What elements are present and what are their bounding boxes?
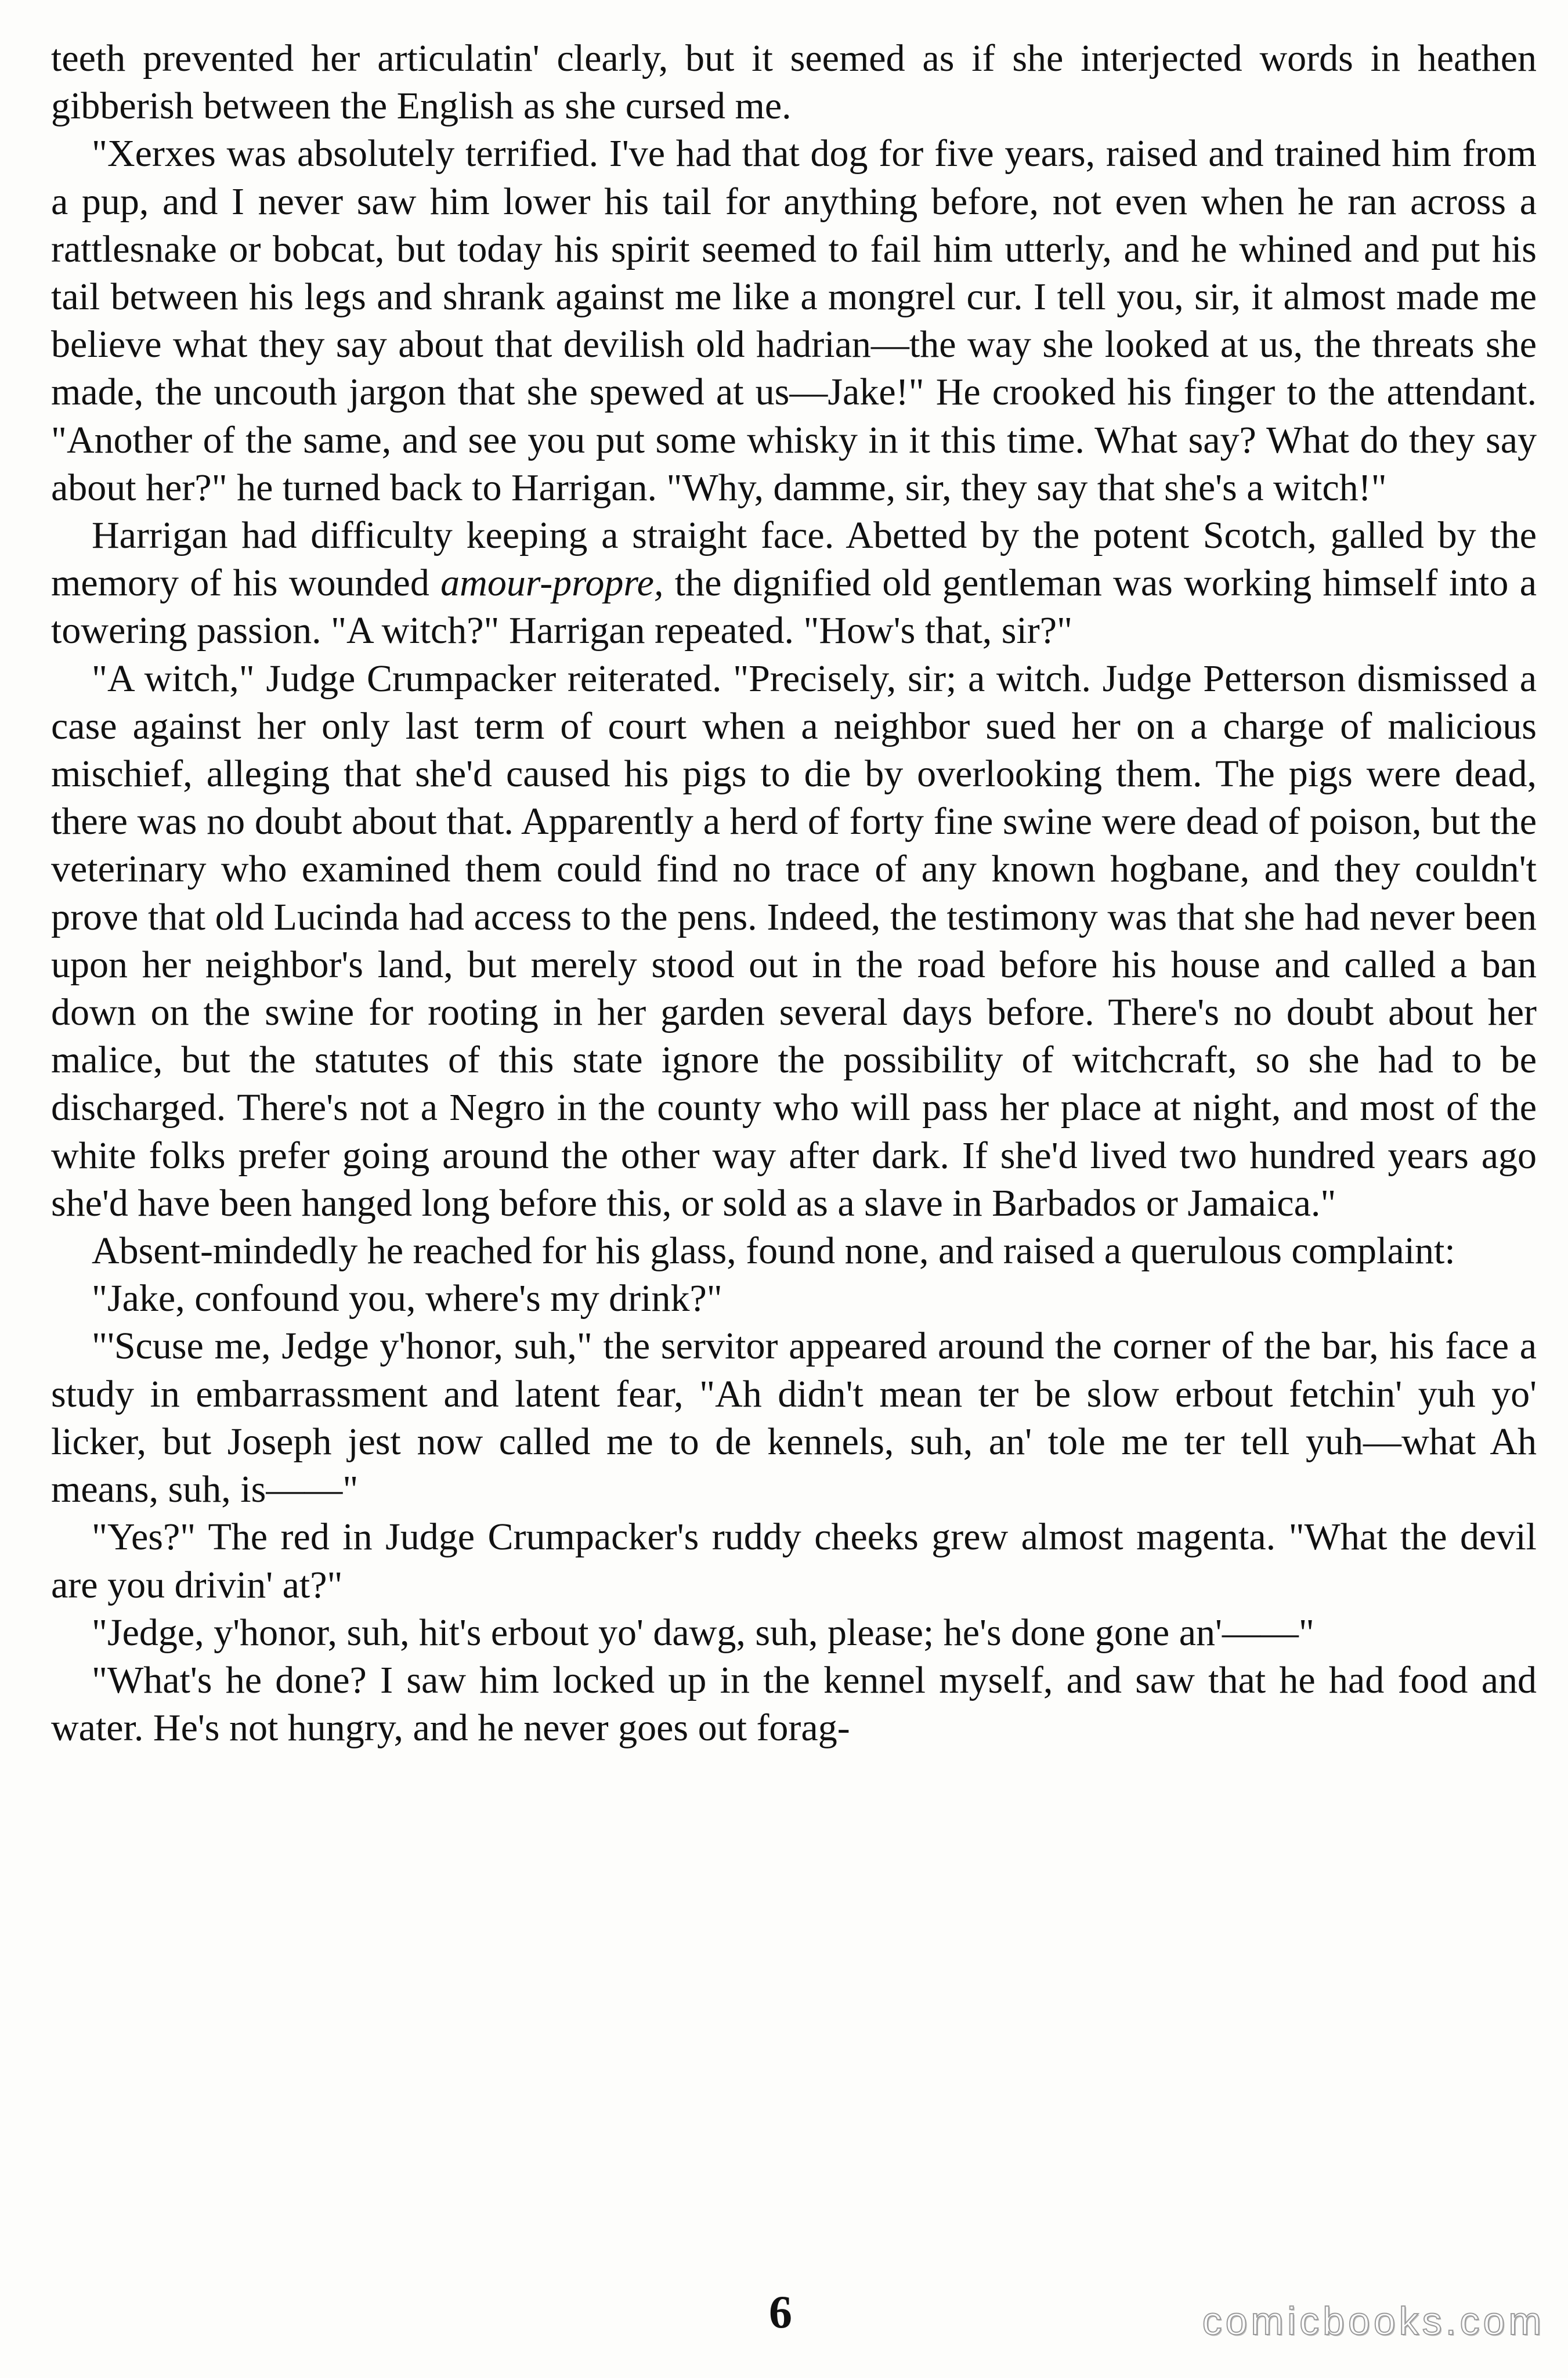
paragraph-6: "Jake, confound you, where's my drink?" [92,1277,722,1320]
paragraph-3 [51,512,1537,655]
paragraph-3-before: Harrigan had difficulty keeping a straight face. Abetted by the potent Scotch, galled by the memory of his wounded [51,514,1537,605]
paragraph-9: "Jedge, y'honor, suh, hit's erbout yo' dawg, suh, please; he's done gone an'——" [92,1611,1314,1654]
page-number: 6 [769,2287,792,2338]
body-text [51,35,1537,1752]
paragraph-2: "Xerxes was absolutely terrified. I've had that dog for five years, raised and trained him from a pup, and I never saw him lower his tail for anything before, not even when he ran across a rattlesnake or bobcat, but today his spirit seemed to fail him utterly, and he whined and put his tail between his legs and shrank against me like a mongrel cur. I tell you, sir, it almost made me believe what they say about that devilish old hadrian—the way she looked at us, the threats she made, the uncouth jargon that she spewed at us—Jake!" He crooked his finger to the attendant. "Another of the same, and see you put some whisky in it this time. What say? What do they say about her?" he turned back to Harrigan. "Why, damme, sir, they say that she's a witch!" [51,132,1537,509]
paragraph-3-after: the dignified old gentleman was working himself into a towering passion. "A witch?" Harrigan repeated. "How's that, sir?" [51,562,1537,652]
paragraph-10: "What's he done? I saw him locked up in the kennel myself, and saw that he had food and water. He's not hungry, and he never goes out forag- [51,1658,1537,1750]
italic-phrase: amour-propre, [440,562,664,605]
paragraph-4: "A witch," Judge Crumpacker reiterated. "Precisely, sir; a witch. Judge Petterson dismissed a case against her only last term of court when a neighbor sued her on a charge of malicious mischief, alleging that she'd caused his pigs to die by overlooking them. The pigs were dead, there was no doubt about that. Apparently a herd of forty fine swine were dead of poison, but the veterinary who examined them could find no trace of any known hogbane, and they couldn't prove that old Lucinda had access to the pens. Indeed, the testimony was that she had never been upon her neighbor's land, but merely stood out in the road before his house and called a ban down on the swine for rooting in her garden several days before. There's no doubt about her malice, but the statutes of this state ignore the possibility of witchcraft, so she had to be discharged. There's not a Negro in the county who will pass her place at night, and most of the white folks prefer going around the other way after dark. If she'd lived two hundred years ago she'd have been hanged long before this, or sold as a slave in Barbados or Jamaica." [51,657,1537,1224]
paragraph-7: "'Scuse me, Jedge y'honor, suh," the servitor appeared around the corner of the bar, his face a study in embarrassment and latent fear, "Ah didn't mean ter be slow erbout fetchin' yuh yo' licker, but Joseph jest now called me to de kennels, suh, an' tole me ter tell yuh—what Ah means, suh, is——" [51,1325,1537,1511]
paragraph-1: teeth prevented her articulatin' clearly, but it seemed as if she interjected words in heathen gibberish between the English as she cursed me. [51,37,1537,128]
paragraph-8: "Yes?" The red in Judge Crumpacker's ruddy cheeks grew almost magenta. "What the devil are you drivin' at?" [51,1516,1537,1606]
watermark-logo: comicbooks.com [1202,2299,1545,2343]
paragraph-5: Absent-mindedly he reached for his glass, found none, and raised a querulous complaint: [92,1230,1455,1273]
